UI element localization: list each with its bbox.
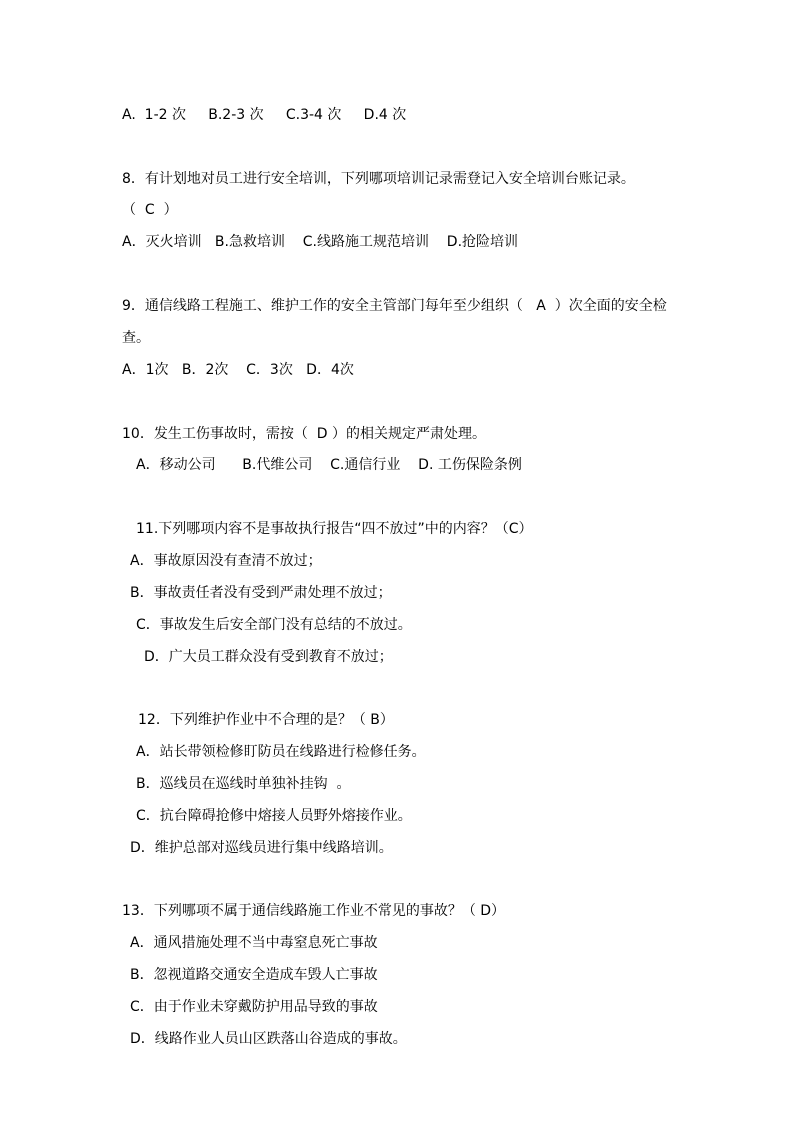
q9-options: A．1次 B．2次 C．3次 D．4次 — [122, 362, 354, 378]
q13-option-d: D．线路作业人员山区跌落山谷造成的事故。 — [130, 1031, 407, 1047]
q13-question: 13．下列哪项不属于通信线路施工作业不常见的事故？（ D） — [122, 903, 506, 919]
q7-options: A. 1-2 次 B.2-3 次 C.3-4 次 D.4 次 — [122, 107, 407, 123]
q12-option-d: D．维护总部对巡线员进行集中线路培训。 — [130, 840, 393, 856]
q11-option-c: C．事故发生后安全部门没有总结的不放过。 — [136, 617, 412, 633]
q10-question: 10．发生工伤事故时，需按（ D ）的相关规定严肃处理。 — [122, 426, 486, 442]
q12-question: 12．下列维护作业中不合理的是？（ B） — [138, 712, 394, 728]
q11-question: 11.下列哪项内容不是事故执行报告“四不放过”中的内容？（C） — [136, 521, 533, 537]
q8-question: 8．有计划地对员工进行安全培训，下列哪项培训记录需登记入安全培训台账记录。 — [122, 171, 635, 187]
q12-option-c: C．抗台障碍抢修中熔接人员野外熔接作业。 — [136, 808, 412, 824]
q8-options: A．灭火培训 B.急救培训 C.线路施工规范培训 D.抢险培训 — [122, 234, 519, 250]
q9-question-cont: 查。 — [122, 330, 150, 346]
q13-option-b: B．忽视道路交通安全造成车毁人亡事故 — [130, 967, 378, 983]
q13-option-a: A．通风措施处理不当中毒窒息死亡事故 — [130, 935, 378, 951]
q9-question: 9．通信线路工程施工、维护工作的安全主管部门每年至少组织（ A ）次全面的安全检 — [122, 298, 667, 314]
q11-option-b: B．事故责任者没有受到严肃处理不放过； — [130, 585, 392, 601]
q12-option-a: A．站长带领检修盯防员在线路进行检修任务。 — [136, 744, 426, 760]
q13-option-c: C．由于作业未穿戴防护用品导致的事故 — [130, 999, 378, 1015]
q10-options: A．移动公司 B.代维公司 C.通信行业 D. 工伤保险条例 — [136, 457, 522, 473]
q12-option-b: B．巡线员在巡线时单独补挂钩 。 — [136, 776, 351, 792]
q8-answer: （ C ） — [122, 202, 178, 218]
q11-option-d: D．广大员工群众没有受到教育不放过； — [144, 649, 393, 665]
q11-option-a: A．事故原因没有查清不放过； — [130, 553, 322, 569]
